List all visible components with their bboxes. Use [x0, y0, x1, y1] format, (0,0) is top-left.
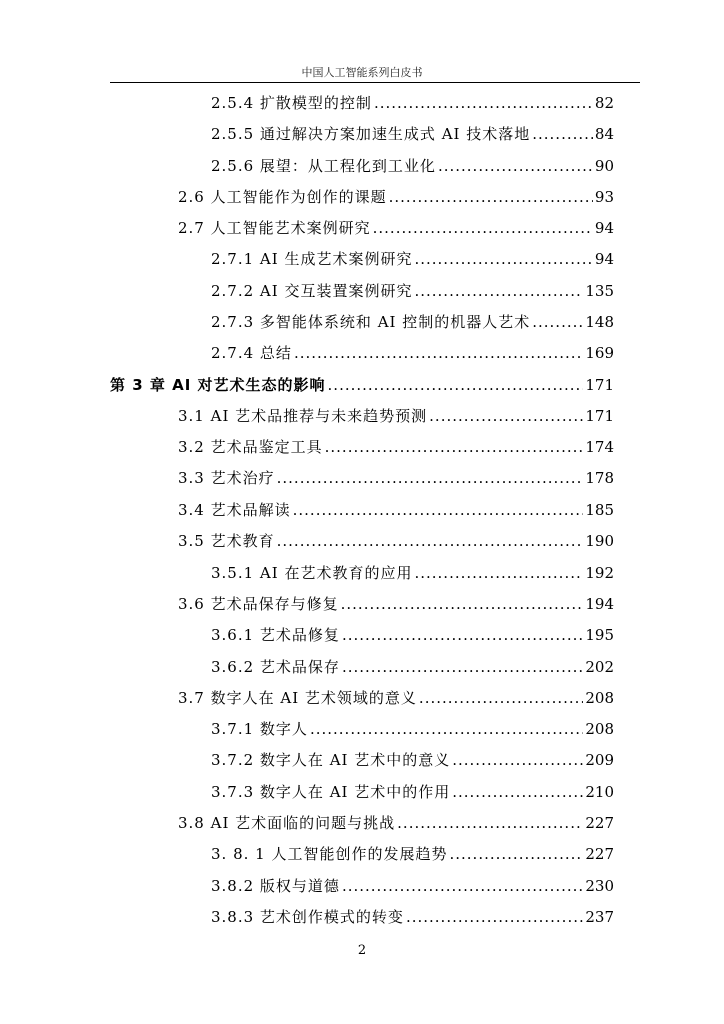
- toc-dot-leader: [438, 157, 593, 175]
- toc-entry-page: 94: [594, 250, 614, 268]
- toc-entry[interactable]: [211, 309, 614, 331]
- toc-entry-page: 185: [585, 501, 614, 519]
- toc-entry[interactable]: [211, 654, 614, 676]
- toc-entry-page: 208: [585, 689, 614, 707]
- toc-entry-page: 202: [585, 658, 614, 676]
- toc-dot-leader: [397, 814, 583, 832]
- toc-entry[interactable]: [178, 810, 614, 832]
- toc-entry-page: 227: [585, 845, 614, 863]
- toc-entry-page: 227: [585, 814, 614, 832]
- toc-dot-leader: [325, 438, 584, 456]
- toc-entry-label: 3.2 艺术品鉴定工具: [178, 438, 323, 456]
- toc-dot-leader: [294, 344, 583, 362]
- toc-entry[interactable]: [211, 121, 614, 143]
- toc-entry[interactable]: [178, 434, 614, 456]
- toc-entry-label: 第 3 章 AI 对艺术生态的影响: [110, 376, 326, 394]
- toc-dot-leader: [342, 658, 583, 676]
- toc-entry-page: 195: [585, 626, 614, 644]
- toc-dot-leader: [449, 845, 583, 863]
- toc-entry[interactable]: [178, 215, 614, 237]
- toc-entry[interactable]: [211, 153, 614, 175]
- toc-dot-leader: [532, 125, 593, 143]
- toc-dot-leader: [277, 469, 584, 487]
- toc-dot-leader: [342, 877, 583, 895]
- toc-entry-page: 178: [585, 469, 614, 487]
- toc-dot-leader: [389, 188, 593, 206]
- toc-entry-page: 174: [585, 438, 614, 456]
- toc-dot-leader: [452, 751, 583, 769]
- toc-entry-page: 194: [585, 595, 614, 613]
- toc-entry-label: 2.5.4 扩散模型的控制: [211, 94, 372, 112]
- toc-entry-label: 2.7 人工智能艺术案例研究: [178, 219, 371, 237]
- toc-entry-label: 3.6 艺术品保存与修复: [178, 595, 339, 613]
- toc-entry-page: 209: [585, 751, 614, 769]
- toc-dot-leader: [406, 908, 583, 926]
- toc-dot-leader: [532, 313, 583, 331]
- toc-entry-page: 169: [585, 344, 614, 362]
- toc-entry-label: 3.4 艺术品解读: [178, 501, 291, 519]
- toc-entry-label: 3.7 数字人在 AI 艺术领域的意义: [178, 689, 417, 707]
- toc-dot-leader: [429, 407, 583, 425]
- toc-entry[interactable]: [211, 90, 614, 112]
- toc-entry-label: 2.7.3 多智能体系统和 AI 控制的机器人艺术: [211, 313, 531, 331]
- toc-dot-leader: [373, 219, 593, 237]
- toc-entry-label: 2.5.6 展望：从工程化到工业化: [211, 157, 436, 175]
- toc-entry-page: 230: [585, 877, 614, 895]
- toc-entry-label: 3.1 AI 艺术品推荐与未来趋势预测: [178, 407, 428, 425]
- toc-dot-leader: [414, 564, 583, 582]
- toc-entry[interactable]: [178, 591, 614, 613]
- toc-dot-leader: [414, 282, 583, 300]
- toc-entry-page: 90: [594, 157, 614, 175]
- toc-entry[interactable]: [211, 904, 614, 926]
- toc-entry[interactable]: [211, 873, 614, 895]
- toc-entry[interactable]: [178, 497, 614, 519]
- toc-entry[interactable]: [178, 528, 614, 550]
- page-number: 2: [357, 943, 367, 958]
- toc-entry-page: 190: [585, 532, 614, 550]
- toc-entry-label: 3.3 艺术治疗: [178, 469, 275, 487]
- toc-entry-page: 192: [585, 564, 614, 582]
- toc-entry-page: 84: [594, 125, 614, 143]
- toc-entry-page: 93: [594, 188, 614, 206]
- toc-entry-label: 3.6.2 艺术品保存: [211, 658, 340, 676]
- toc-dot-leader: [277, 532, 584, 550]
- toc-dot-leader: [341, 595, 584, 613]
- toc-entry[interactable]: [211, 560, 614, 582]
- toc-entry-page: 208: [585, 720, 614, 738]
- toc-entry-label: 3.5.1 AI 在艺术教育的应用: [211, 564, 413, 582]
- toc-entry-label: 3.5 艺术教育: [178, 532, 275, 550]
- running-header: 中国人工智能系列白皮书: [301, 66, 423, 79]
- toc-dot-leader: [374, 94, 593, 112]
- toc-entry-page: 135: [585, 282, 614, 300]
- toc-dot-leader: [342, 626, 583, 644]
- toc-entry-page: 210: [585, 783, 614, 801]
- toc-entry[interactable]: [211, 779, 614, 801]
- toc-entry-label: 3.7.3 数字人在 AI 艺术中的作用: [211, 783, 451, 801]
- toc-entry-label: 2.7.1 AI 生成艺术案例研究: [211, 250, 413, 268]
- toc-entry-page: 148: [585, 313, 614, 331]
- toc-dot-leader: [452, 783, 583, 801]
- toc-entry-page: 237: [585, 908, 614, 926]
- toc-entry[interactable]: [211, 747, 614, 769]
- toc-entry-label: 3.6.1 艺术品修复: [211, 626, 340, 644]
- toc-entry-label: 3.8.3 艺术创作模式的转变: [211, 908, 404, 926]
- toc-entry[interactable]: [178, 465, 614, 487]
- toc-entry-label: 3.8.2 版权与道德: [211, 877, 340, 895]
- toc-dot-leader: [328, 376, 584, 394]
- toc-dot-leader: [293, 501, 584, 519]
- toc-dot-leader: [310, 720, 583, 738]
- toc-entry[interactable]: [211, 278, 614, 300]
- toc-entry-page: 171: [585, 376, 614, 394]
- toc-chapter-entry[interactable]: [110, 372, 614, 394]
- toc-entry-label: 3.7.1 数字人: [211, 720, 308, 738]
- toc-entry[interactable]: [178, 403, 614, 425]
- toc-entry[interactable]: [211, 340, 614, 362]
- toc-entry-label: 2.5.5 通过解决方案加速生成式 AI 技术落地: [211, 125, 531, 143]
- toc-entry-page: 94: [594, 219, 614, 237]
- toc-entry[interactable]: [178, 184, 614, 206]
- toc-entry[interactable]: [211, 622, 614, 644]
- toc-dot-leader: [414, 250, 592, 268]
- toc-entry-label: 3.7.2 数字人在 AI 艺术中的意义: [211, 751, 451, 769]
- toc-entry-label: 3.8 AI 艺术面临的问题与挑战: [178, 814, 396, 832]
- toc-dot-leader: [419, 689, 583, 707]
- toc-entry[interactable]: [178, 685, 614, 707]
- toc-entry-label: 2.7.4 总结: [211, 344, 292, 362]
- toc-entry[interactable]: [211, 246, 614, 268]
- toc-entry-label: 3. 8. 1 人工智能创作的发展趋势: [211, 845, 448, 863]
- toc-entry[interactable]: [211, 841, 614, 863]
- toc-entry-label: 2.7.2 AI 交互装置案例研究: [211, 282, 413, 300]
- toc-entry-page: 82: [594, 94, 614, 112]
- toc-entry[interactable]: [211, 716, 614, 738]
- toc-entry-page: 171: [585, 407, 614, 425]
- toc-entry-label: 2.6 人工智能作为创作的课题: [178, 188, 387, 206]
